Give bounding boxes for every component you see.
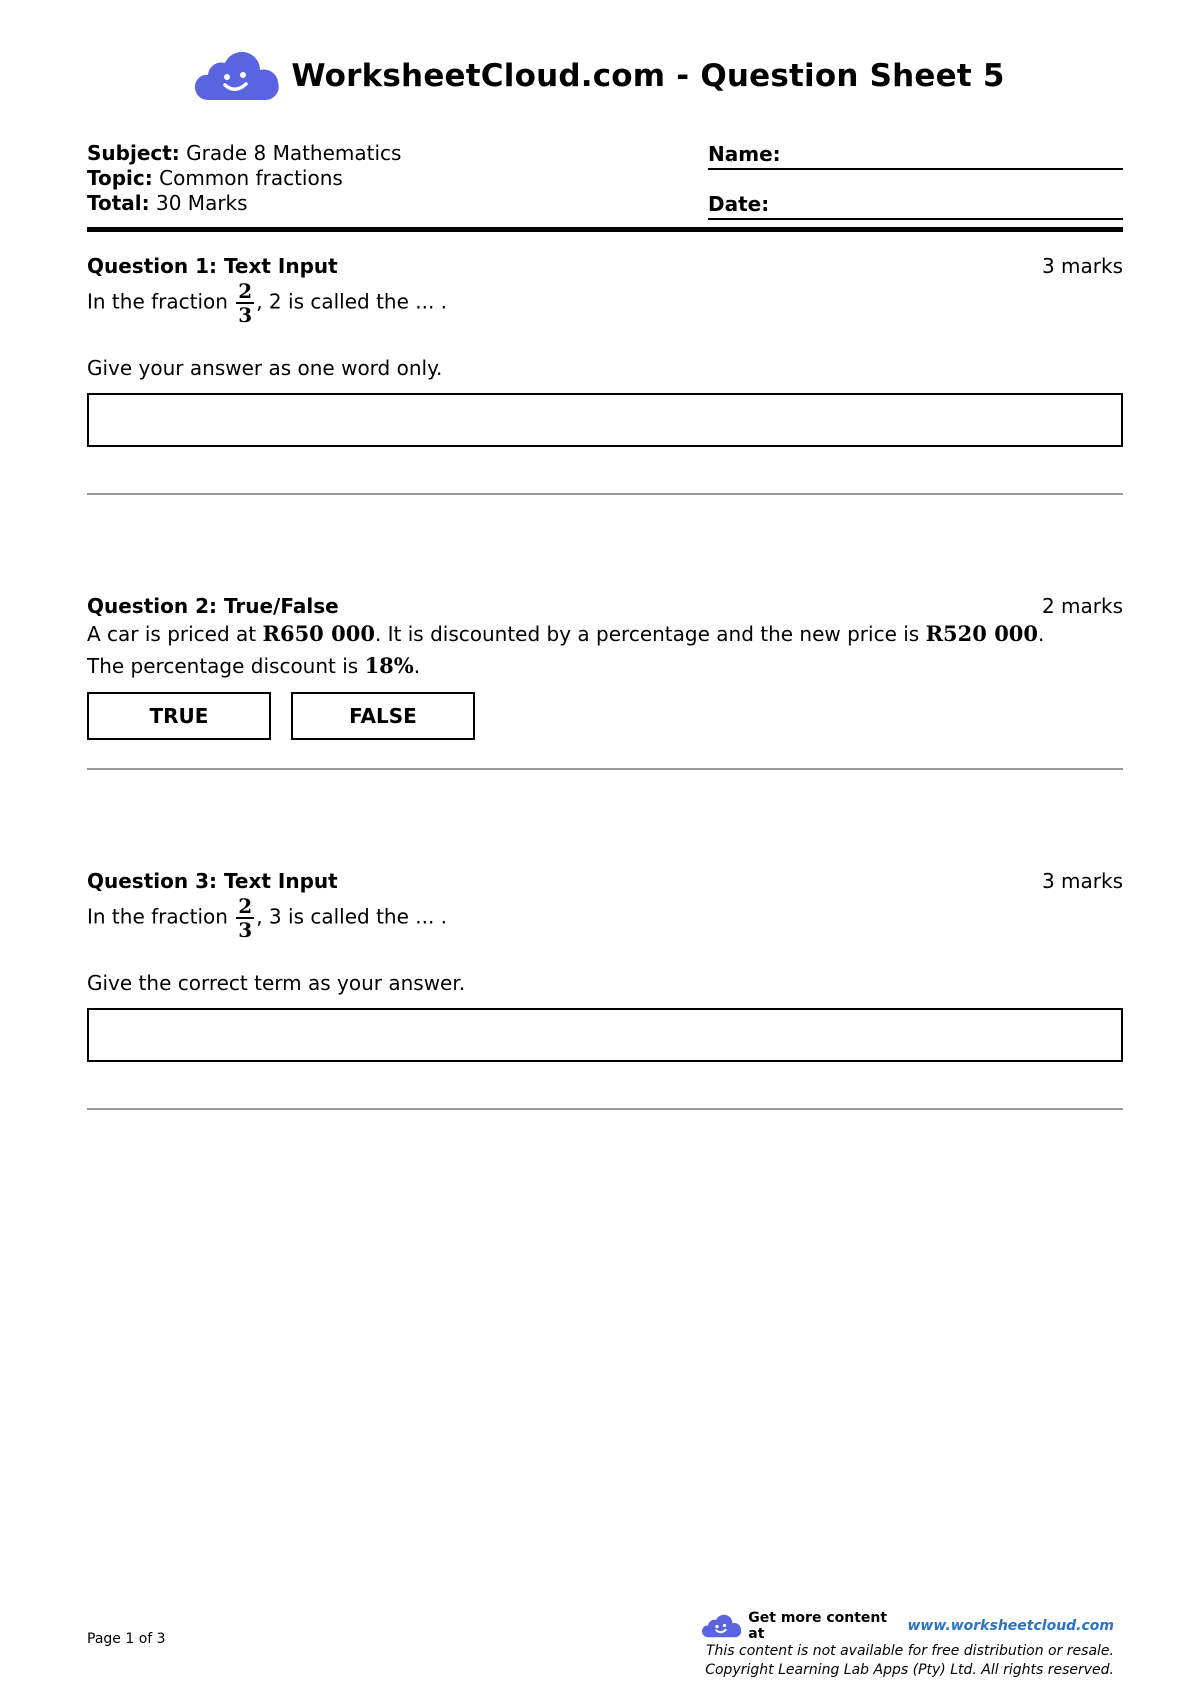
cloud-logo-icon xyxy=(702,1613,742,1639)
cloud-logo-icon xyxy=(195,50,281,102)
price-old: R650 000 xyxy=(262,621,375,646)
page-title: WorksheetCloud.com - Question Sheet 5 xyxy=(291,58,1005,94)
subject-label: Subject: xyxy=(87,141,180,165)
question-title: Question 1: Text Input xyxy=(87,254,338,278)
name-label: Name: xyxy=(708,142,781,166)
footer-copyright: Copyright Learning Lab Apps (Pty) Ltd. All rights reserved. xyxy=(705,1662,1114,1678)
true-false-options xyxy=(87,692,1123,740)
answer-input[interactable] xyxy=(87,1008,1123,1062)
question-instruction: Give your answer as one word only. xyxy=(87,356,443,380)
question-text xyxy=(87,895,1123,941)
question-marks: 3 marks xyxy=(1041,254,1123,278)
false-button[interactable]: FALSE xyxy=(291,692,475,740)
question-separator xyxy=(87,493,1123,495)
question-text-part: , 2 is called the ... . xyxy=(256,289,448,314)
footer xyxy=(702,1610,1114,1680)
date-field[interactable] xyxy=(708,170,1123,220)
question-text-part: In the fraction xyxy=(87,289,235,314)
fraction-numerator: 2 xyxy=(238,894,253,918)
question-text xyxy=(87,618,1067,682)
answer-input[interactable] xyxy=(87,393,1123,447)
name-field[interactable] xyxy=(708,141,1123,170)
question-text-part: In the fraction xyxy=(87,904,235,929)
fraction xyxy=(236,280,254,326)
header xyxy=(0,48,1200,104)
worksheet-meta xyxy=(87,141,401,216)
student-fields xyxy=(708,141,1123,220)
question-marks: 3 marks xyxy=(1041,869,1123,893)
footer-link[interactable]: www.worksheetcloud.com xyxy=(907,1618,1114,1634)
question-text-part: , 3 is called the ... . xyxy=(256,904,448,929)
question-text-part: . It is discounted by a percentage and the new price is xyxy=(374,622,926,646)
question-instruction: Give the correct term as your answer. xyxy=(87,971,466,995)
question-title: Question 2: True/False xyxy=(87,594,339,618)
question-text-part: . The percentage discount is xyxy=(87,622,1045,678)
fraction-denominator: 3 xyxy=(238,918,253,942)
header-divider xyxy=(87,227,1123,232)
date-label: Date: xyxy=(708,192,770,216)
footer-get-more: Get more content at xyxy=(748,1610,888,1642)
question-text xyxy=(87,280,1123,326)
fraction-numerator: 2 xyxy=(238,279,253,303)
true-button[interactable]: TRUE xyxy=(87,692,271,740)
total-label: Total: xyxy=(87,191,150,215)
topic-label: Topic: xyxy=(87,166,153,190)
question-text-part: A car is priced at xyxy=(87,622,263,646)
question-title: Question 3: Text Input xyxy=(87,869,338,893)
question-separator xyxy=(87,1108,1123,1110)
total-value: 30 Marks xyxy=(156,191,248,215)
fraction-denominator: 3 xyxy=(238,303,253,327)
question-1 xyxy=(87,254,1123,447)
discount-percent: 18% xyxy=(364,653,414,678)
question-3 xyxy=(87,869,1123,1062)
page-number: Page 1 of 3 xyxy=(87,1631,166,1647)
question-separator xyxy=(87,768,1123,770)
question-text-part: . xyxy=(413,654,421,678)
footer-notice: This content is not available for free distribution or resale. xyxy=(705,1643,1114,1659)
subject-value: Grade 8 Mathematics xyxy=(186,141,402,165)
topic-value: Common fractions xyxy=(159,166,343,190)
question-2 xyxy=(87,594,1123,740)
fraction xyxy=(236,895,254,941)
price-new: R520 000 xyxy=(925,621,1039,646)
question-marks: 2 marks xyxy=(1041,594,1123,618)
